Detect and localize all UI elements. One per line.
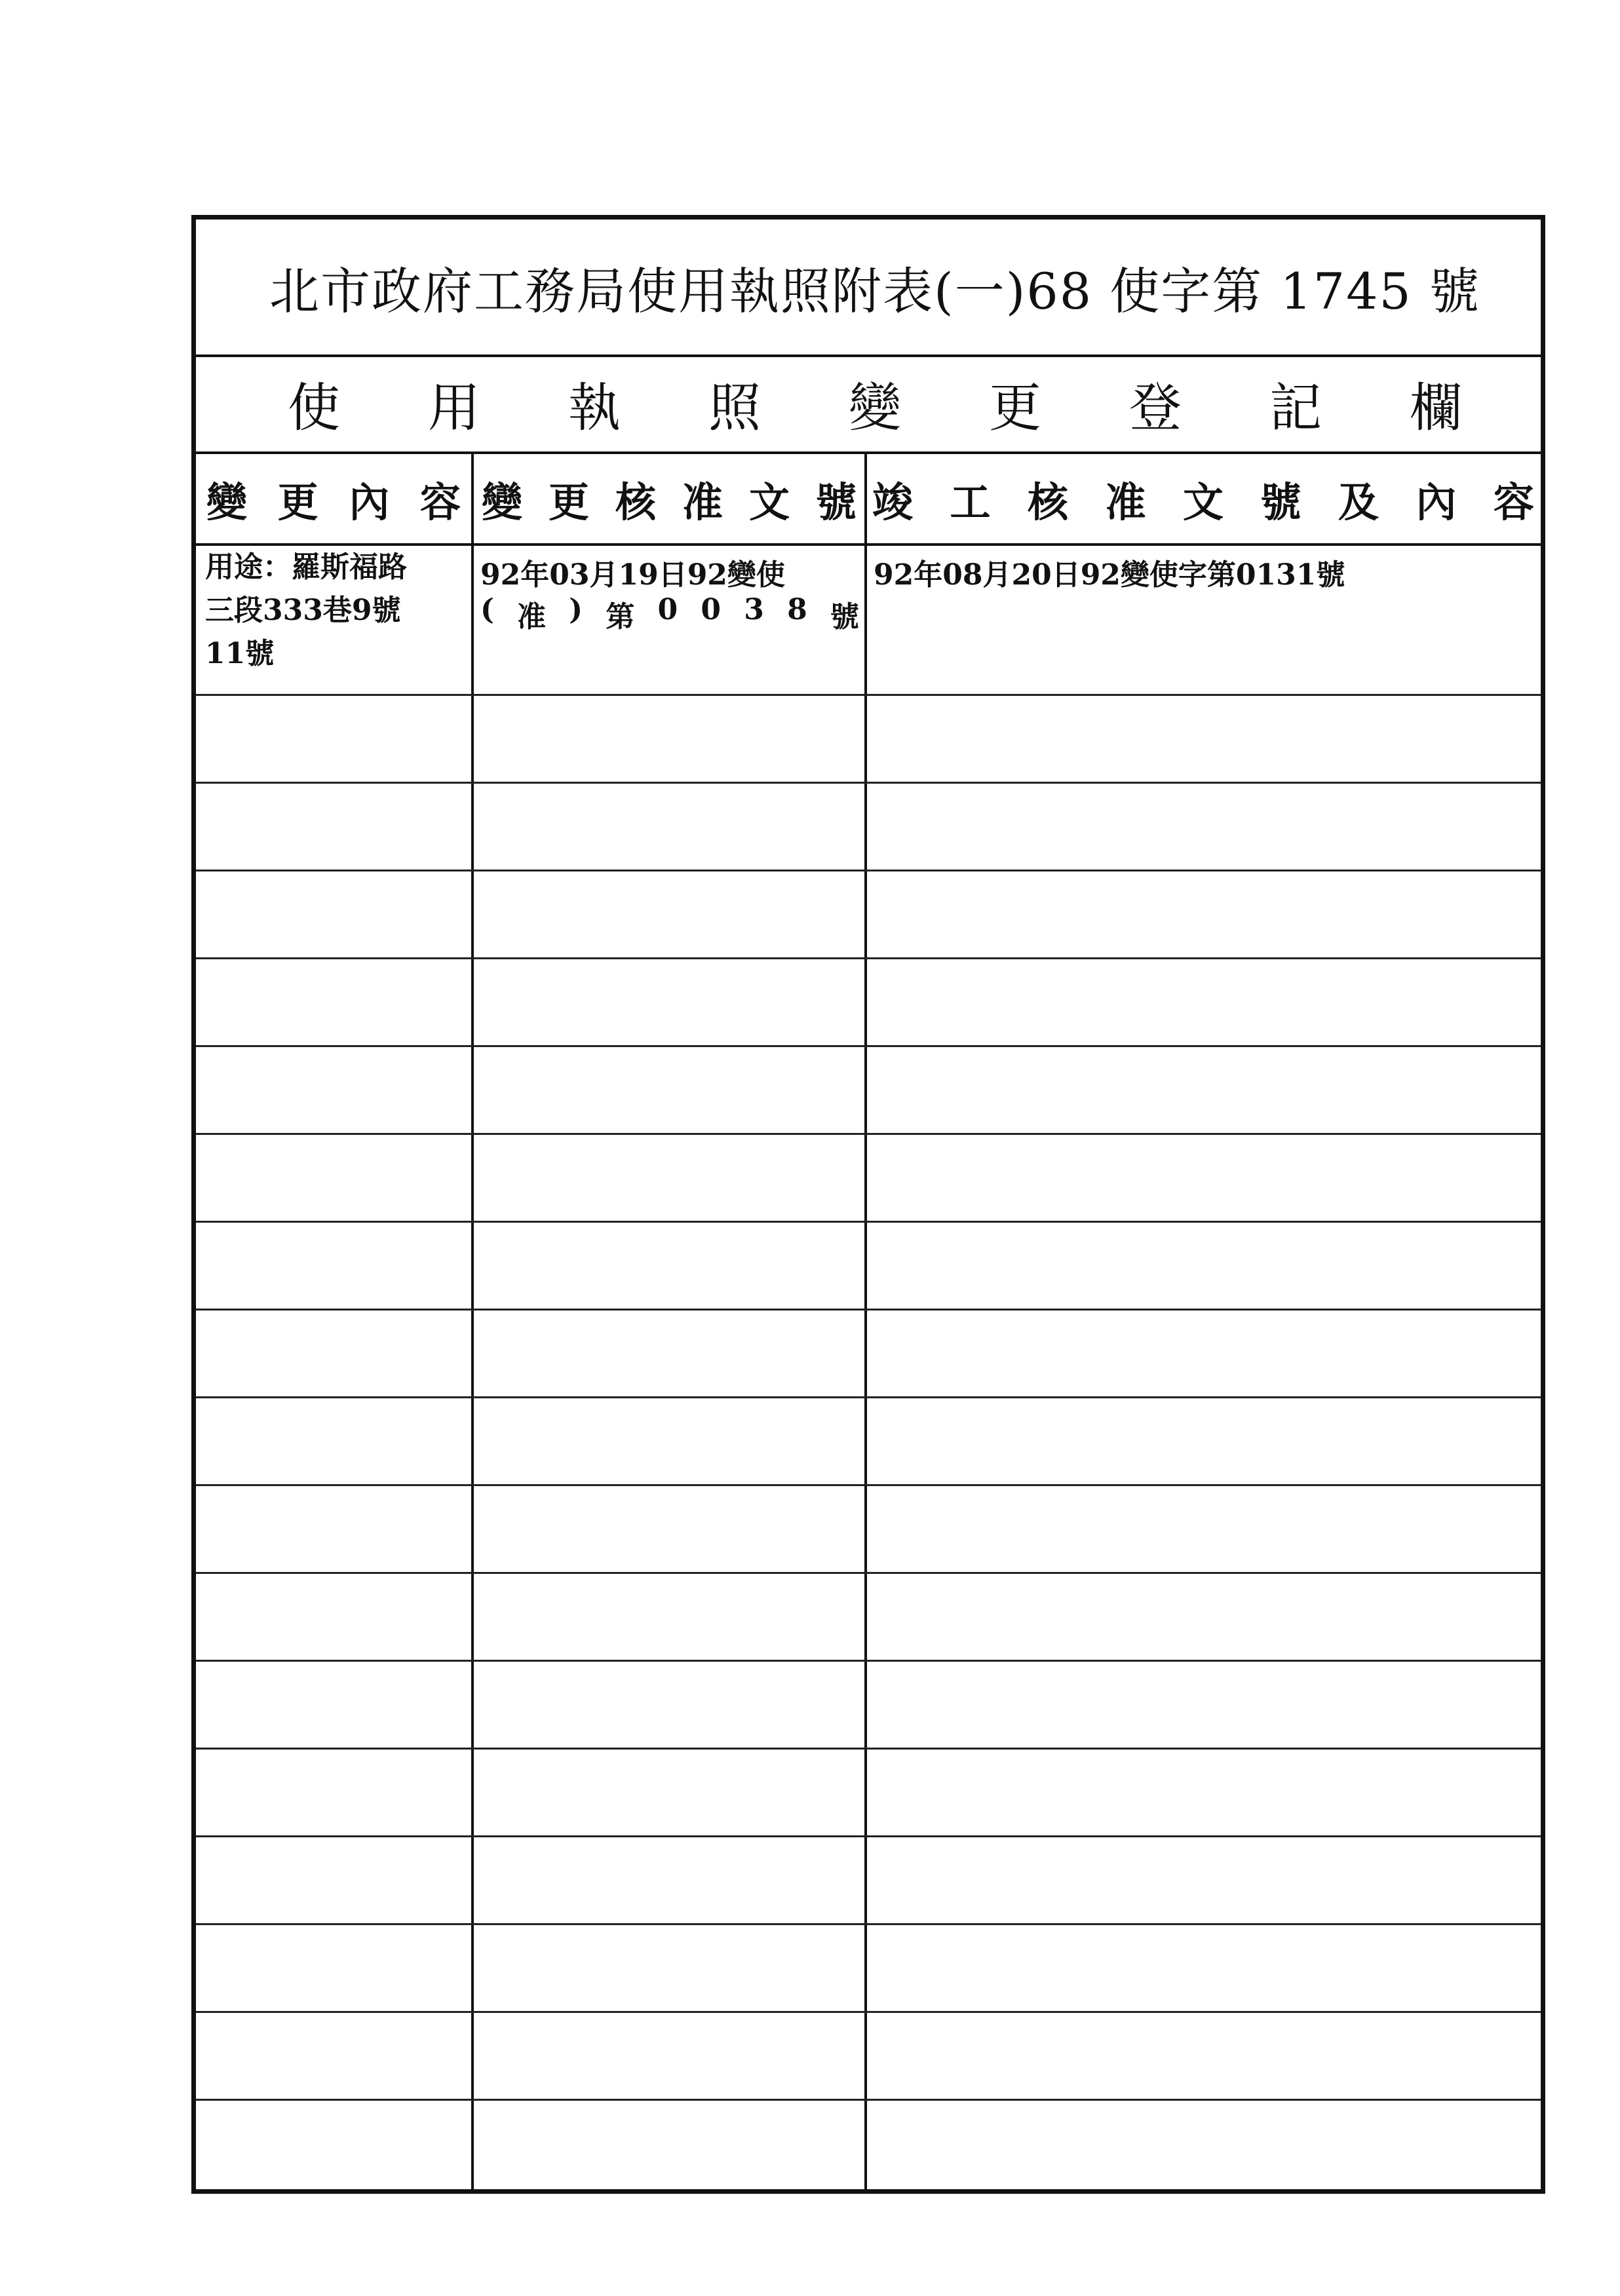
row-divider <box>196 694 1541 696</box>
header-completion-approval: 竣 工 核 准 文 號 及 內 容 <box>872 478 1534 526</box>
change-record-table <box>196 454 1541 2189</box>
entry-change-content: 用途：羅斯福路 三段333巷9號 11號 <box>205 550 407 670</box>
row-divider <box>196 1221 1541 1223</box>
row-divider <box>196 1309 1541 1311</box>
row-divider <box>196 1923 1541 1925</box>
entry-completion: 92年08月20日92變使字第0131號 <box>874 558 1345 592</box>
section-title-char: 記 <box>1269 377 1322 438</box>
title-row <box>196 220 1541 357</box>
section-title-char: 使 <box>288 377 340 438</box>
section-title-char: 執 <box>568 377 621 438</box>
row-divider <box>196 1484 1541 1486</box>
row-divider <box>196 1396 1541 1398</box>
section-title-char: 欄 <box>1410 377 1462 438</box>
row-divider <box>196 870 1541 871</box>
section-title <box>196 354 1541 454</box>
permit-form-sheet <box>191 215 1545 2194</box>
row-divider <box>196 782 1541 784</box>
row-divider <box>196 1835 1541 1837</box>
section-title-char: 變 <box>849 377 901 438</box>
page-title: 北市政府工務局使用執照附表(一)68 使字第 1745 號 <box>269 261 1480 320</box>
row-divider <box>196 1045 1541 1047</box>
column-divider <box>864 454 867 2189</box>
row-divider <box>196 1748 1541 1750</box>
row-divider <box>196 1572 1541 1574</box>
entry-approval-line2: ( 准 ) 第 0 0 3 8 號 <box>480 593 859 634</box>
section-title-char: 登 <box>1129 377 1182 438</box>
row-divider <box>196 2099 1541 2101</box>
section-title-char: 照 <box>708 377 761 438</box>
header-change-content: 變 更 內 容 <box>206 478 461 526</box>
section-title-char: 更 <box>989 377 1041 438</box>
row-divider <box>196 1660 1541 1662</box>
entry-approval-line1: 92年03月19日92變使 <box>480 558 785 592</box>
row-divider <box>196 957 1541 959</box>
row-divider <box>196 1133 1541 1135</box>
table-header-row <box>196 454 1541 546</box>
header-approval-number: 變 更 核 准 文 號 <box>482 478 857 526</box>
section-title-char: 用 <box>428 377 480 438</box>
row-divider <box>196 2011 1541 2013</box>
column-divider <box>471 454 474 2189</box>
